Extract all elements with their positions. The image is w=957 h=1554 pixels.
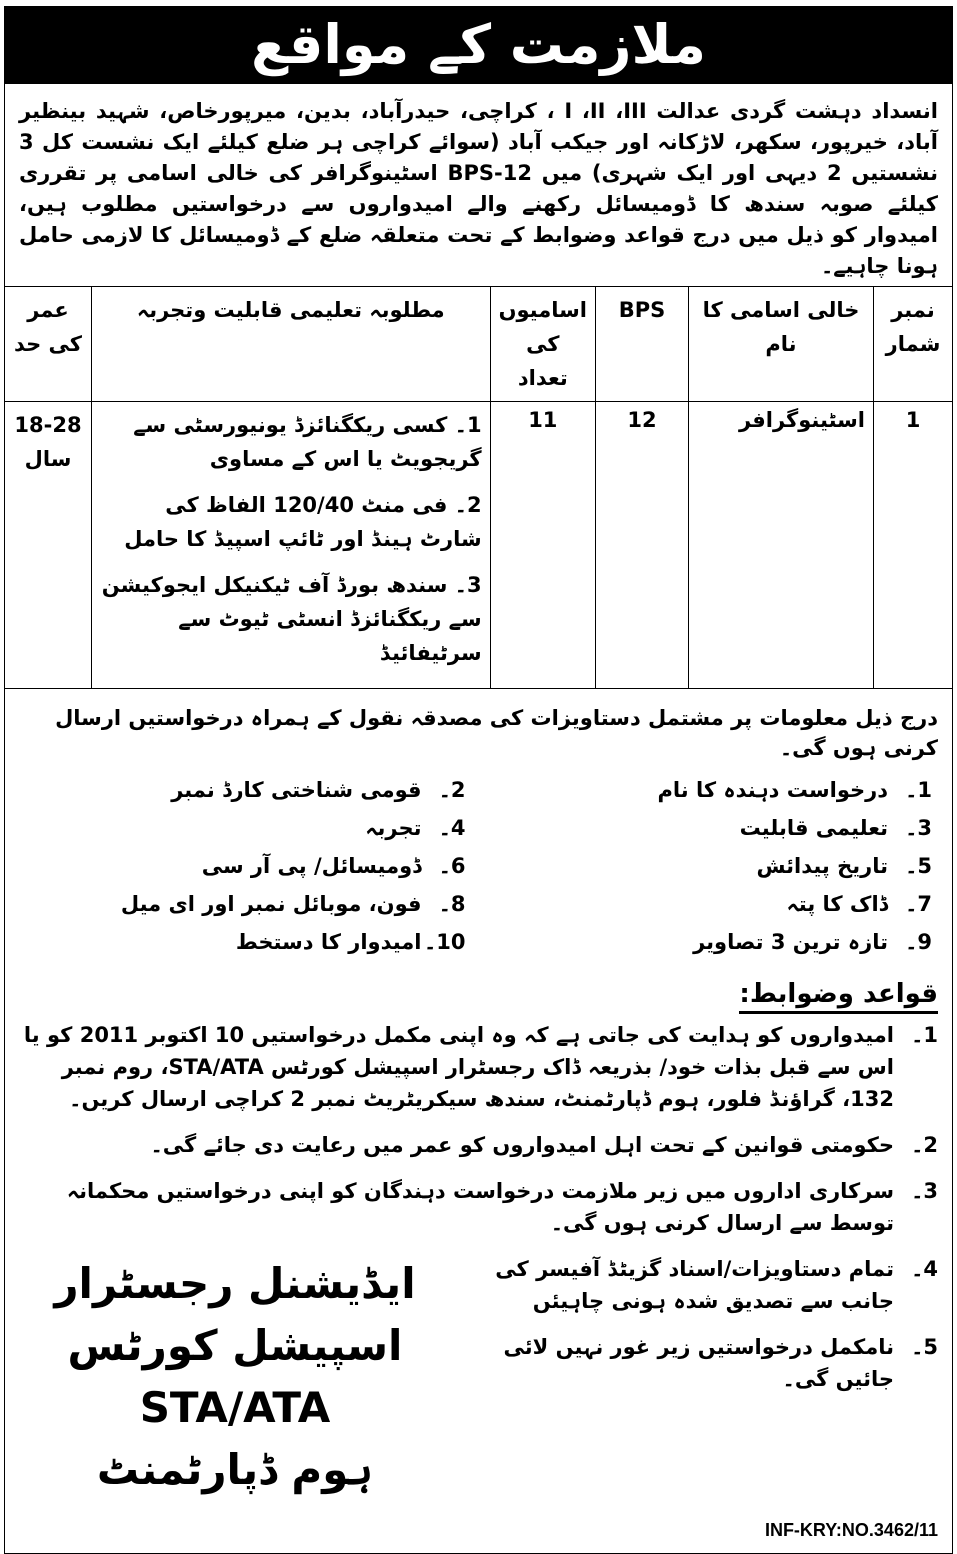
rule-text: امیدواروں کو ہدایت کی جاتی ہے کہ وہ اپنی مکمل درخواستیں 10 اکتوبر 2011 کو یا اس سے قبل بذات خود/ بذریعہ ڈاک رجسٹرار اسپیشل کورٹس STA/ATA، روم نمبر 132، گراؤنڈ فلور، ہوم ڈپارٹمنٹ، سندھ سیکریٹریٹ نمبر 2 کراچی ارسال کریں۔ xyxy=(23,1023,894,1111)
list-item xyxy=(19,851,466,881)
item-number: 4۔ xyxy=(438,816,466,840)
list-item xyxy=(486,813,933,843)
item-number: 3۔ xyxy=(905,816,932,840)
reference-number: INF-KRY:NO.3462/11 xyxy=(764,1520,938,1540)
rule-item xyxy=(19,1019,938,1115)
item-text: ڈومیسائل/ پی آر سی xyxy=(201,854,422,878)
documents-heading: درج ذیل معلومات پر مشتمل دستاویزات کی مصدقہ نقول کے ہمراہ درخواستیں ارسال کرنی ہوں گی۔ xyxy=(55,706,938,760)
item-text: قومی شناختی کارڈ نمبر xyxy=(171,778,422,802)
list-item xyxy=(486,775,933,805)
item-text: ڈاک کا پتہ xyxy=(786,892,888,916)
row-count: 11 xyxy=(490,402,595,689)
rule-item xyxy=(468,1331,938,1395)
intro-paragraph: انسداد دہشت گردی عدالت I ،II ،III ، کراچی، حیدرآباد، بدین، میرپورخاص، شہید بینظیر آباد، خیرپور، سکھر، لاڑکانہ اور جیکب آباد (سوائے کراچی ہر ضلع کیلئے ایک نشست کل 3 نشستیں 2 دیہی اور ایک شہری) میں BPS-12 اسٹینوگرافر کی خالی اسامی پر تقرری کیلئے صوبہ سندھ کا ڈومیسائل رکھنے والے امیدواروں سے درخواستیں مطلوب ہیں، امیدوار کو ذیل میں درج قواعد وضوابط کے تحت متعلقہ ضلع کے ڈومیسائل کا لازمی حامل ہونا چاہیے۔ xyxy=(5,84,952,287)
rule-text: تمام دستاویزات/اسناد گزیٹڈ آفیسر کی جانب سے تصدیق شدہ ہونی چاہیئں xyxy=(495,1257,894,1313)
signature-office: اسپیشل کورٹس STA/ATA xyxy=(67,1321,403,1432)
header-count: اسامیوں کی تعداد xyxy=(490,287,595,402)
item-number: 2۔ xyxy=(438,778,466,802)
age-range: 18-28 xyxy=(14,413,82,437)
item-text: تاریخ پیدائش xyxy=(756,854,888,878)
advert-title: ملازمت کے مواقع xyxy=(4,6,953,84)
qualification-item: 2۔ فی منٹ 120/40 الفاظ کی شارٹ ہینڈ اور ٹائپ اسپیڈ کا حامل xyxy=(124,493,482,551)
list-item xyxy=(19,927,466,957)
rule-item xyxy=(19,1129,938,1161)
item-number: 9۔ xyxy=(905,930,932,954)
vacancy-table xyxy=(5,287,952,688)
item-number: 7۔ xyxy=(905,892,932,916)
rule-number: 4۔ xyxy=(911,1257,938,1281)
advert-body xyxy=(4,84,953,1554)
documents-list xyxy=(19,775,938,957)
qualification-item: 3۔ سندھ بورڈ آف ٹیکنیکل ایجوکیشن سے ریکگنائزڈ انسٹی ٹیوٹ سے سرٹیفائیڈ xyxy=(101,573,482,665)
signature-department: ہوم ڈپارٹمنٹ xyxy=(96,1445,374,1494)
item-number: 8۔ xyxy=(438,892,466,916)
rule-number: 5۔ xyxy=(911,1335,938,1359)
list-item xyxy=(19,813,466,843)
rule-item xyxy=(19,1175,938,1239)
rule-number: 3۔ xyxy=(911,1179,938,1203)
header-bps: BPS xyxy=(596,287,689,402)
item-text: فون، موبائل نمبر اور ای میل xyxy=(120,892,422,916)
rules-list-continued xyxy=(468,1253,938,1409)
signature-title: ایڈیشنل رجسٹرار xyxy=(54,1259,416,1308)
item-number: 1۔ xyxy=(905,778,932,802)
list-item xyxy=(19,775,466,805)
item-number: 6۔ xyxy=(438,854,466,878)
item-text: درخواست دہندہ کا نام xyxy=(657,778,888,802)
row-age xyxy=(5,402,92,689)
list-item xyxy=(486,851,933,881)
rule-number: 1۔ xyxy=(911,1023,938,1047)
vacancy-row xyxy=(5,402,952,689)
rule-text: حکومتی قوانین کے تحت اہل امیدواروں کو عمر میں رعایت دی جائے گی۔ xyxy=(150,1133,894,1157)
rules-heading xyxy=(5,979,938,1009)
header-qualification: مطلوبہ تعلیمی قابلیت وتجربہ xyxy=(92,287,491,402)
rule-item xyxy=(468,1253,938,1317)
item-text: تازہ ترین 3 تصاویر xyxy=(693,930,888,954)
row-bps: 12 xyxy=(596,402,689,689)
vacancy-table-header xyxy=(5,287,952,402)
item-text: تعلیمی قابلیت xyxy=(739,816,888,840)
list-item xyxy=(19,889,466,919)
signature-block xyxy=(15,1253,455,1501)
rule-number: 2۔ xyxy=(911,1133,938,1157)
item-number: 5۔ xyxy=(905,854,932,878)
list-item xyxy=(486,927,933,957)
rule-text: نامکمل درخواستیں زیر غور نہیں لائی جائیں گی۔ xyxy=(503,1335,894,1391)
documents-section xyxy=(5,688,952,965)
header-serial: نمبر شمار xyxy=(874,287,953,402)
bottom-section xyxy=(5,1253,952,1553)
age-unit: سال xyxy=(24,447,72,471)
header-post-name: خالی اسامی کا نام xyxy=(689,287,874,402)
row-post-name: اسٹینوگرافر xyxy=(689,402,874,689)
rules-heading-text: قواعد وضوابط: xyxy=(739,979,938,1014)
item-number: 10۔ xyxy=(423,930,466,954)
item-text: امیدوار کا دستخط xyxy=(235,930,422,954)
row-qualifications xyxy=(92,402,491,689)
rule-text: سرکاری اداروں میں زیر ملازمت درخواست دہندگان کو اپنی درخواستیں محکمانہ توسط سے ارسال کرنی ہوں گی۔ xyxy=(66,1179,894,1235)
rules-list xyxy=(5,1013,952,1239)
header-age: عمر کی حد xyxy=(5,287,92,402)
list-item xyxy=(486,889,933,919)
item-text: تجربہ xyxy=(365,816,422,840)
qualification-item: 1۔ کسی ریکگنائزڈ یونیورسٹی سے گریجویٹ یا اس کے مساوی xyxy=(133,413,482,471)
row-serial: 1 xyxy=(874,402,953,689)
